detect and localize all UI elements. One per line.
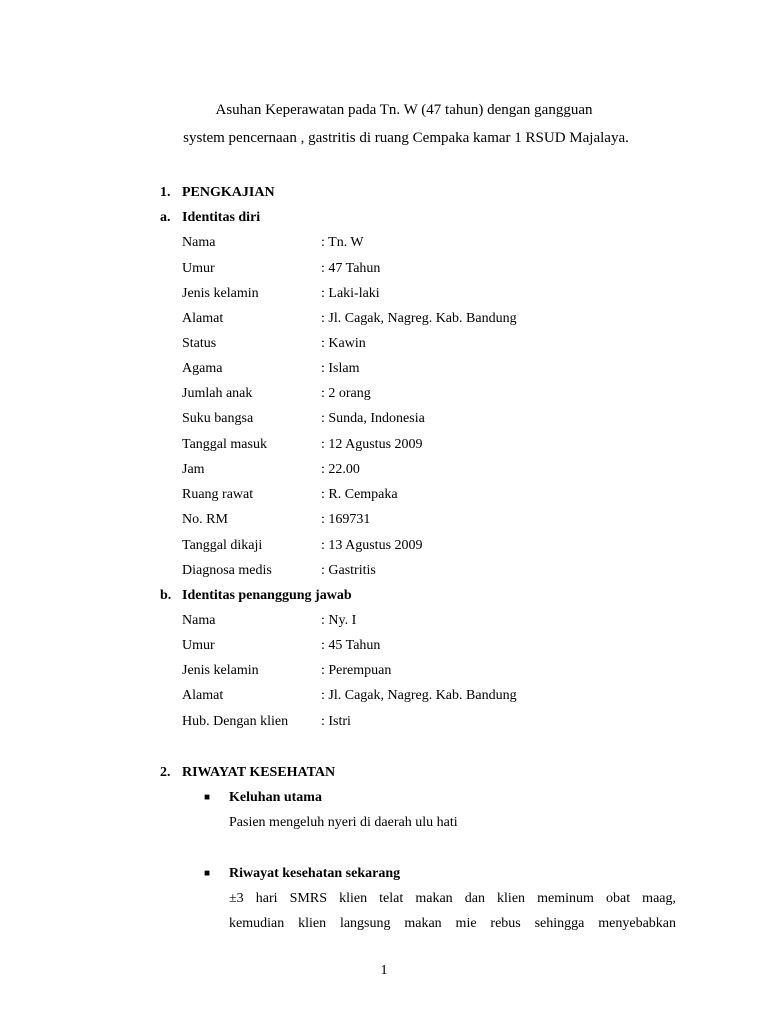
field-label: Jumlah anak: [182, 386, 253, 401]
field-value: : 2 orang: [321, 386, 371, 401]
field-label: Hub. Dengan klien: [182, 714, 289, 729]
field-label: Diagnosa medis: [182, 563, 272, 578]
field-value: : Ny. I: [321, 613, 357, 628]
field-label: Jenis kelamin: [182, 663, 259, 678]
field-label: Alamat: [182, 311, 224, 326]
section-2-number: 2.: [160, 765, 171, 780]
paragraph-line: kemudian klien langsung makan mie rebus sehingga menyebabkan: [229, 916, 676, 931]
document-title-line-2: system pencernaan , gastritis di ruang Cempaka kamar 1 RSUD Majalaya.: [183, 130, 629, 146]
field-label: Jam: [182, 462, 205, 477]
field-value: : R. Cempaka: [321, 487, 398, 502]
field-value: : 22.00: [321, 462, 360, 477]
page-number: 1: [380, 963, 388, 978]
field-label: Jenis kelamin: [182, 286, 259, 301]
field-value: : 47 Tahun: [321, 261, 381, 276]
field-label: Status: [182, 336, 217, 351]
field-value: : 169731: [321, 512, 371, 527]
field-value: : 13 Agustus 2009: [321, 538, 423, 553]
field-value: : 12 Agustus 2009: [321, 437, 423, 452]
document-title-line-1: Asuhan Keperawatan pada Tn. W (47 tahun) dengan gangguan: [215, 102, 593, 118]
field-value: : Laki-laki: [321, 286, 380, 301]
field-label: Umur: [182, 638, 215, 653]
section-1-number: 1.: [160, 185, 171, 200]
field-label: Ruang rawat: [182, 487, 254, 502]
field-value: : Perempuan: [321, 663, 392, 678]
field-label: Umur: [182, 261, 215, 276]
subsection-a-title: Identitas diri: [182, 210, 261, 225]
field-label: Nama: [182, 235, 216, 250]
subsection-b-marker: b.: [160, 588, 172, 603]
section-1-title: PENGKAJIAN: [182, 185, 275, 200]
bullet-heading: Riwayat kesehatan sekarang: [229, 866, 401, 881]
field-label: No. RM: [182, 512, 228, 527]
square-bullet-icon: ■: [204, 868, 211, 879]
field-value: : Istri: [321, 714, 351, 729]
bullet-heading: Keluhan utama: [229, 790, 322, 805]
field-value: : 45 Tahun: [321, 638, 381, 653]
bullet-text-line: Pasien mengeluh nyeri di daerah ulu hati: [229, 815, 458, 830]
field-label: Agama: [182, 361, 223, 376]
field-label: Tanggal masuk: [182, 437, 267, 452]
field-label: Tanggal dikaji: [182, 538, 263, 553]
field-value: : Tn. W: [321, 235, 364, 250]
field-value: : Jl. Cagak, Nagreg. Kab. Bandung: [321, 311, 517, 326]
field-value: : Sunda, Indonesia: [321, 411, 425, 426]
field-value: : Jl. Cagak, Nagreg. Kab. Bandung: [321, 688, 517, 703]
field-label: Alamat: [182, 688, 224, 703]
field-value: : Kawin: [321, 336, 366, 351]
field-value: : Islam: [321, 361, 360, 376]
section-2-title: RIWAYAT KESEHATAN: [182, 765, 336, 780]
square-bullet-icon: ■: [204, 792, 211, 803]
paragraph-line: ±3 hari SMRS klien telat makan dan klien meminum obat maag,: [229, 891, 676, 906]
field-label: Suku bangsa: [182, 411, 254, 426]
subsection-a-marker: a.: [160, 210, 171, 225]
field-value: : Gastritis: [321, 563, 376, 578]
subsection-b-title: Identitas penanggung jawab: [182, 588, 352, 603]
field-label: Nama: [182, 613, 216, 628]
